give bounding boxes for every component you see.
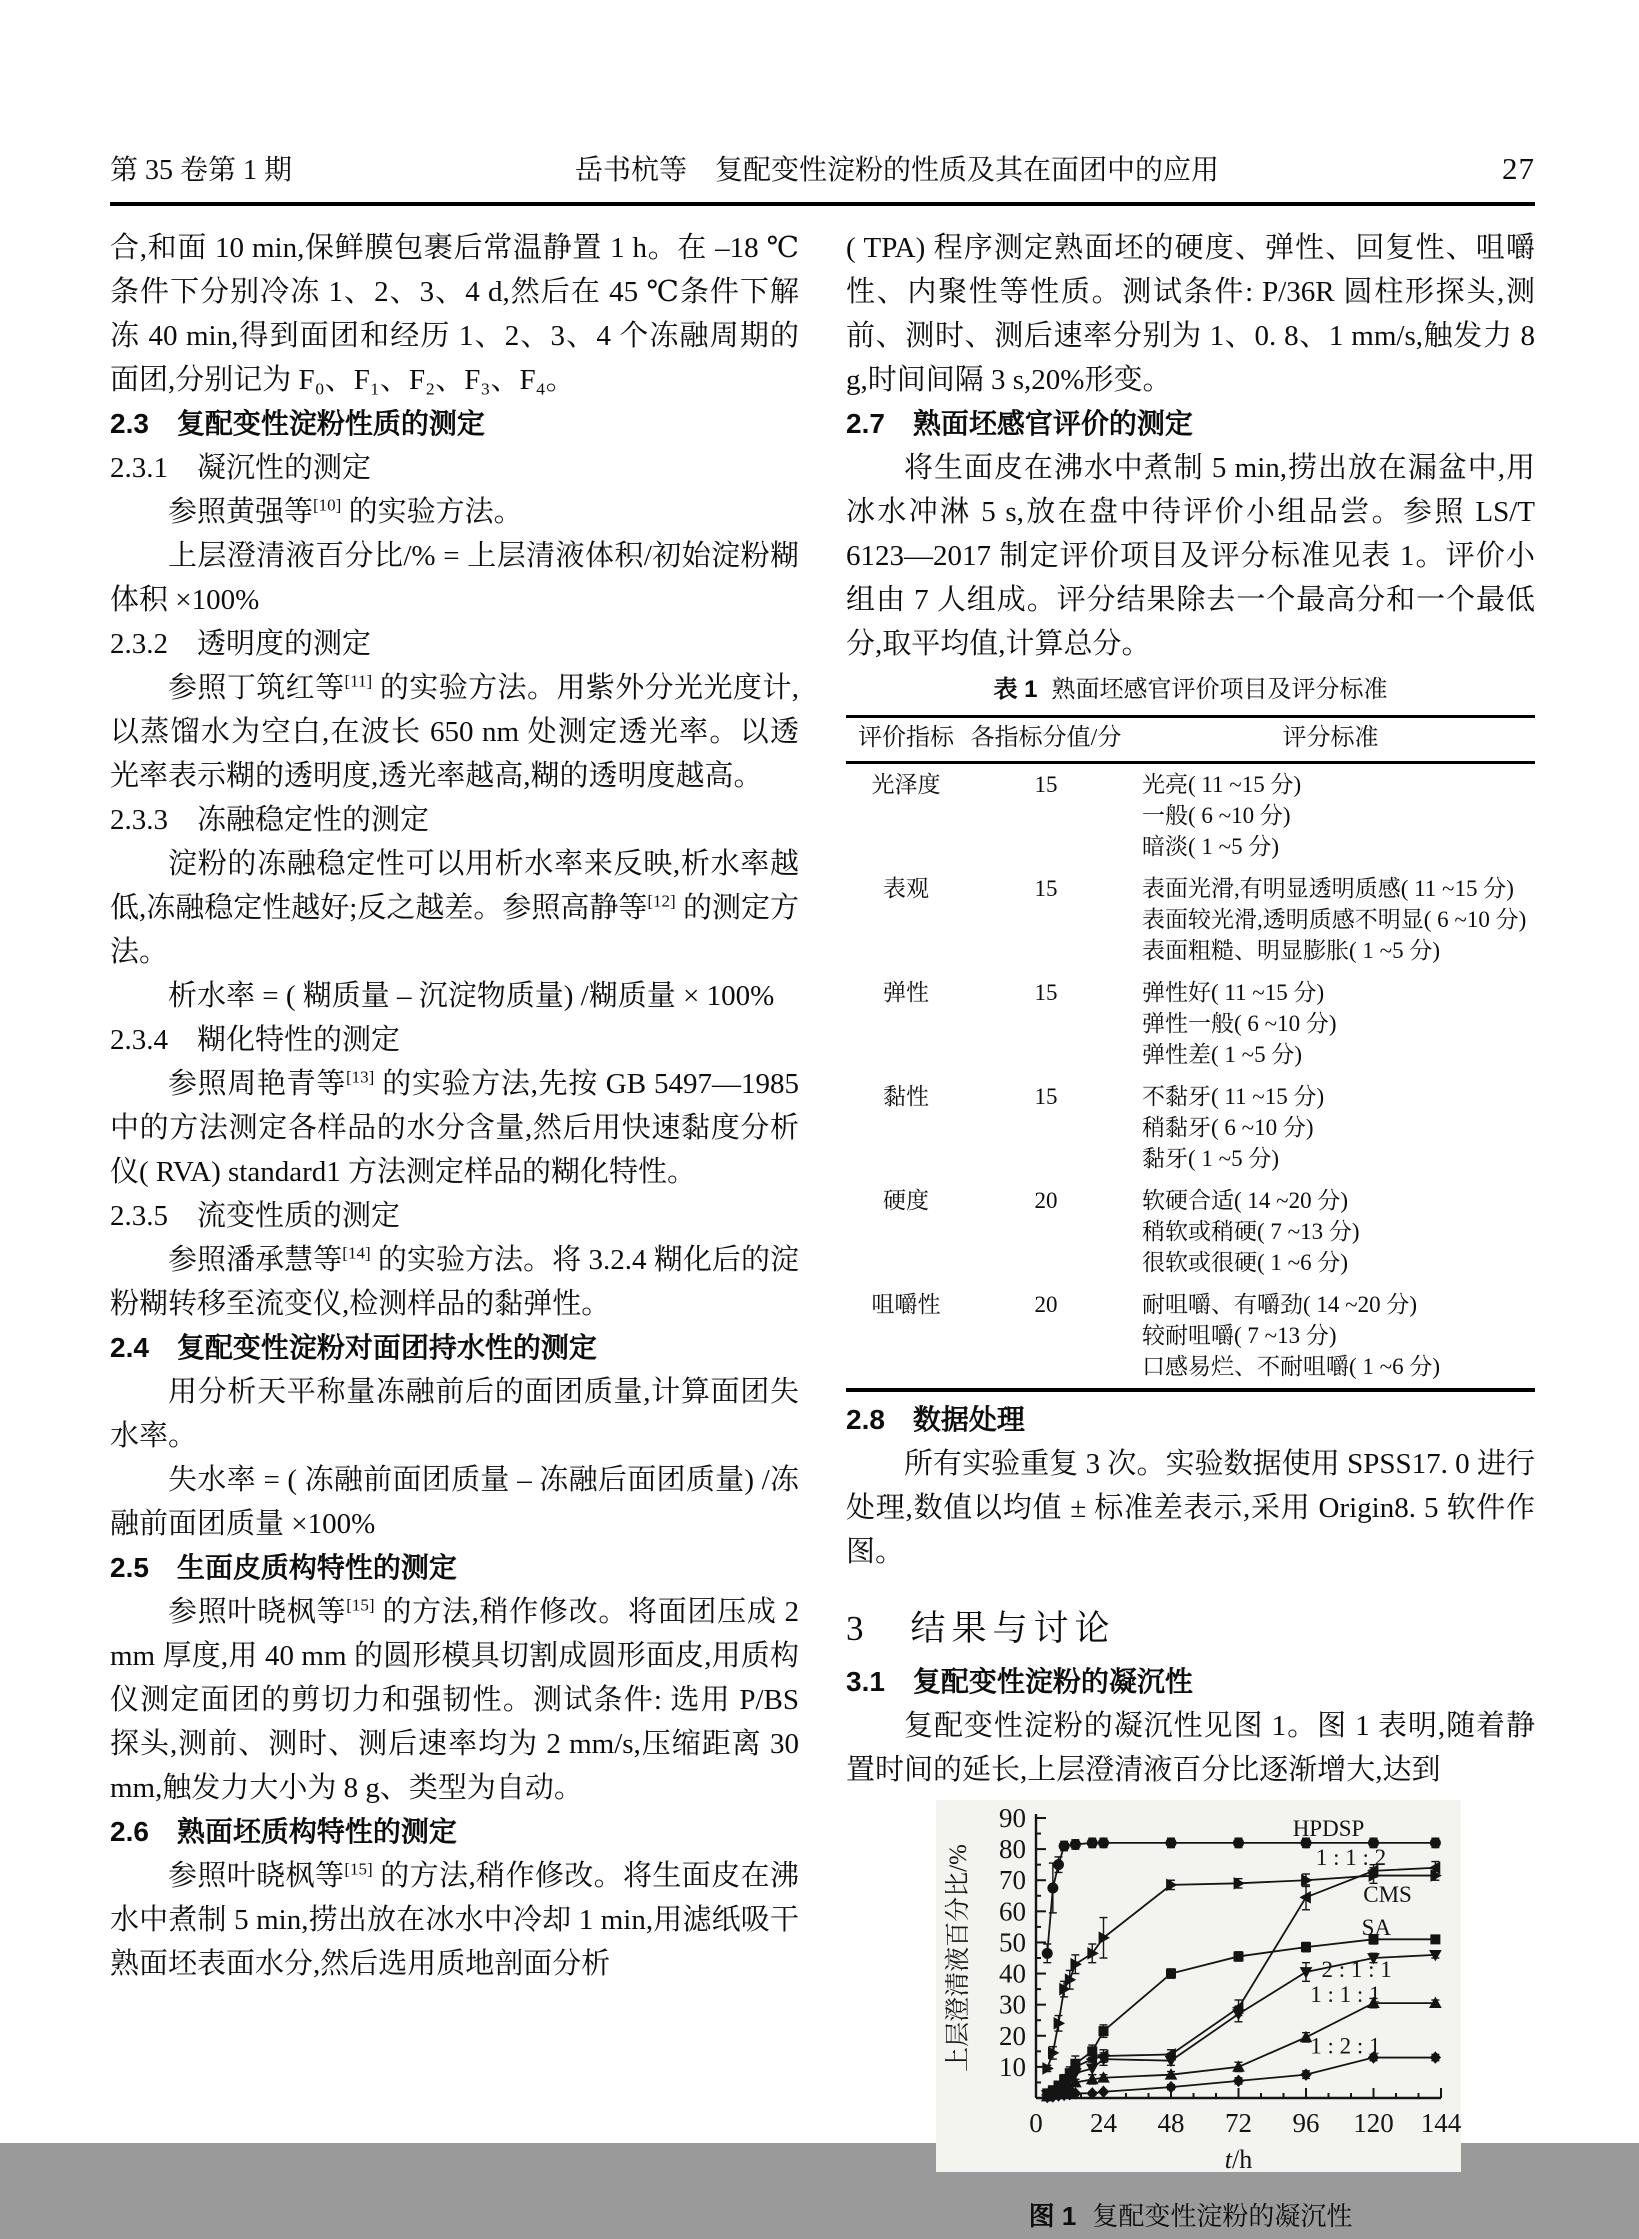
paragraph: 复配变性淀粉的凝沉性见图 1。图 1 表明,随着静置时间的延长,上层澄清液百分比逐渐增大,达到 <box>846 1710 1535 1786</box>
two-column-body <box>110 226 1535 2239</box>
table-row <box>846 972 1535 1076</box>
score-cell: 15 <box>1034 772 1058 797</box>
criteria-line: 光亮( 11 ~15 分) <box>1142 772 1302 797</box>
series-label: CMS <box>1363 1882 1412 1908</box>
table-row <box>846 763 1535 869</box>
criteria-line: 软硬合适( 14 ~20 分) <box>1142 1188 1349 1213</box>
data-point-marker <box>1088 2047 1097 2056</box>
paragraph: 参照潘承慧等[14] 的实验方法。将 3.2.4 糊化后的淀粉糊转移至流变仪,检测样品的黏弹性。 <box>110 1243 799 1320</box>
data-point-marker <box>1059 1841 1069 1851</box>
paragraph: 参照叶晓枫等[15] 的方法,稍作修改。将面团压成 2 mm 厚度,用 40 mm 的圆形模具切割成圆形面皮,用质构仪测定面团的剪切力和强韧性。测试条件: 选用 P/BS 探头,测前、测时、测后速率均为 2 mm/s,压缩距离 30 mm,触发力大小为 8 g、类型为自动。 <box>110 1595 799 1804</box>
paragraph: 用分析天平称量冻融前后的面团质量,计算面团失水率。 <box>110 1376 799 1452</box>
paragraph: 参照周艳青等[13] 的实验方法,先按 GB 5497—1985 中的方法测定各样品的水分含量,然后用快速黏度分析仪( RVA) standard1 方法测定样品的糊化特性。 <box>110 1067 799 1188</box>
figure-1 <box>846 1800 1535 2239</box>
criteria-cell <box>1126 868 1535 972</box>
paragraph: 参照黄强等[10] 的实验方法。 <box>168 495 523 528</box>
series-label: 1 : 2 : 1 <box>1310 2033 1381 2059</box>
subsubsection-heading: 2.3.2 透明度的测定 <box>110 628 372 660</box>
score-cell: 15 <box>1034 876 1058 901</box>
series-label: 1 : 1 : 1 <box>1310 1981 1381 2007</box>
x-tick-label: 0 <box>1029 2108 1043 2138</box>
criteria-line: 弹性差( 1 ~5 分) <box>1142 1042 1303 1067</box>
criteria-cell <box>1126 763 1535 869</box>
criteria-line: 口感易烂、不耐咀嚼( 1 ~6 分) <box>1142 1354 1441 1379</box>
citation-ref: [15] <box>346 1595 375 1615</box>
indicator-cell: 光泽度 <box>871 772 941 797</box>
subsubsection-heading: 2.3.4 糊化特性的测定 <box>110 1024 401 1056</box>
data-point-marker <box>1302 1943 1311 1952</box>
criteria-cell <box>1126 1076 1535 1180</box>
score-cell: 15 <box>1034 980 1058 1005</box>
criteria-line: 一般( 6 ~10 分) <box>1142 803 1291 828</box>
criteria-cell <box>1126 1284 1535 1390</box>
criteria-line: 不黏牙( 11 ~15 分) <box>1142 1084 1325 1109</box>
x-tick-label: 72 <box>1225 2108 1252 2138</box>
paragraph: 所有实验重复 3 次。实验数据使用 SPSS17. 0 进行处理,数值以均值 ± 标准差表示,采用 Origin8. 5 软件作图。 <box>846 1448 1535 1568</box>
criteria-cell <box>1126 1180 1535 1284</box>
x-tick-label: 48 <box>1157 2108 1185 2138</box>
data-point-marker <box>1099 1838 1109 1848</box>
x-axis-label: t/h <box>1224 2145 1253 2174</box>
citation-ref: [10] <box>313 495 342 515</box>
page-number: 27 <box>1502 151 1535 186</box>
criteria-line: 稍黏牙( 6 ~10 分) <box>1142 1115 1314 1140</box>
right-column <box>846 226 1535 2239</box>
table-row <box>846 868 1535 972</box>
indicator-cell: 黏性 <box>883 1084 929 1109</box>
criteria-line: 表面粗糙、明显膨胀( 1 ~5 分) <box>1142 938 1441 963</box>
criteria-line: 黏牙( 1 ~5 分) <box>1142 1146 1280 1171</box>
left-column <box>110 226 799 2239</box>
header-rule <box>110 202 1535 206</box>
column-header: 评价指标 <box>846 717 966 763</box>
y-axis-label: 上层澄清液百分比/% <box>945 1844 972 2072</box>
column-header: 各指标分值/分 <box>966 717 1126 763</box>
subsection-heading: 2.8 数据处理 <box>846 1404 1025 1435</box>
data-point-marker <box>1054 1860 1064 1870</box>
series-label: SA <box>1361 1914 1392 1940</box>
data-point-marker <box>1166 1838 1176 1848</box>
data-point-marker <box>1099 2027 1108 2036</box>
indicator-cell: 弹性 <box>883 980 929 1005</box>
score-cell: 20 <box>1034 1188 1058 1213</box>
data-point-marker <box>1430 1838 1440 1848</box>
x-tick-label: 120 <box>1353 2108 1394 2138</box>
table-row <box>846 1180 1535 1284</box>
criteria-line: 很软或很硬( 1 ~6 分) <box>1142 1250 1349 1275</box>
section-heading: 3 结果与讨论 <box>846 1609 1116 1648</box>
citation-ref: [13] <box>346 1067 375 1087</box>
paragraph: 上层澄清液百分比/% = 上层清液体积/初始淀粉糊体积 ×100% <box>110 540 799 616</box>
figure-number: 图 1 <box>1028 2201 1077 2231</box>
data-point-marker <box>1042 1948 1052 1958</box>
sensory-evaluation-table <box>846 674 1535 1392</box>
y-tick-label: 80 <box>999 1834 1026 1865</box>
subsection-heading: 2.4 复配变性淀粉对面团持水性的测定 <box>110 1332 597 1363</box>
criteria-line: 较耐咀嚼( 7 ~13 分) <box>1142 1323 1337 1348</box>
data-point-marker <box>1087 1838 1097 1848</box>
data-point-marker <box>1048 1883 1058 1893</box>
data-point-marker <box>1070 1839 1080 1849</box>
criteria-cell <box>1126 972 1535 1076</box>
citation-ref: [15] <box>344 1859 373 1879</box>
criteria-line: 稍软或稍硬( 7 ~13 分) <box>1142 1219 1360 1244</box>
subsubsection-heading: 2.3.5 流变性质的测定 <box>110 1200 401 1232</box>
paragraph: 参照丁筑红等[11] 的实验方法。用紫外分光光度计,以蒸馏水为空白,在波长 650 nm 处测定透光率。以透光率表示糊的透明度,透光率越高,糊的透明度越高。 <box>110 671 799 792</box>
column-header: 评分标准 <box>1126 717 1535 763</box>
x-tick-label: 96 <box>1292 2108 1320 2138</box>
sedimentation-chart <box>936 1800 1461 2172</box>
y-tick-label: 20 <box>999 2020 1026 2051</box>
series-label: HPDSP <box>1292 1815 1365 1841</box>
criteria-line: 耐咀嚼、有嚼劲( 14 ~20 分) <box>1142 1292 1418 1317</box>
y-tick-label: 60 <box>999 1896 1026 1927</box>
x-tick-label: 24 <box>1090 2108 1117 2138</box>
x-tick-label: 144 <box>1420 2108 1462 2138</box>
issue-info: 第 35 卷第 1 期 <box>110 155 293 186</box>
paragraph: 合,和面 10 min,保鲜膜包裹后常温静置 1 h。在 –18 ℃条件下分别冷冻 1、2、3、4 d,然后在 45 ℃条件下解冻 40 min,得到面团和经历 1、2、3、4 个冻融周期的面团,分别记为 F₀、F₁、F₂、F₃、F₄。 <box>110 232 799 396</box>
table-row <box>846 1284 1535 1390</box>
citation-ref: [14] <box>342 1243 371 1263</box>
data-point-marker <box>1166 2082 1176 2093</box>
indicator-cell: 表观 <box>883 876 929 901</box>
table-title: 表 1 熟面坯感官评价项目及评分标准 <box>993 676 1388 703</box>
subsection-heading: 2.7 熟面坯感官评价的测定 <box>846 408 1193 439</box>
y-tick-label: 40 <box>999 1958 1026 1989</box>
y-tick-label: 70 <box>999 1865 1026 1896</box>
score-cell: 15 <box>1034 1084 1058 1109</box>
figure-caption: 图 1 复配变性淀粉的凝沉性 <box>1028 2201 1353 2231</box>
paragraph: 淀粉的冻融稳定性可以用析水率来反映,析水率越低,冻融稳定性越好;反之越差。参照高静等[12] 的测定方法。 <box>110 848 799 968</box>
subsection-heading: 2.5 生面皮质构特性的测定 <box>110 1552 457 1583</box>
paragraph: 参照叶晓枫等[15] 的方法,稍作修改。将生面皮在沸水中煮制 5 min,捞出放在冰水中冷却 1 min,用滤纸吸干熟面坯表面水分,然后选用质地剖面分析 <box>110 1859 799 1980</box>
criteria-line: 暗淡( 1 ~5 分) <box>1142 834 1280 859</box>
subsection-heading: 2.3 复配变性淀粉性质的测定 <box>110 408 485 439</box>
subsection-heading: 2.6 熟面坯质构特性的测定 <box>110 1816 457 1847</box>
data-point-marker <box>1234 1838 1244 1848</box>
criteria-line: 弹性好( 11 ~15 分) <box>1142 980 1325 1005</box>
indicator-cell: 硬度 <box>883 1188 929 1213</box>
subsubsection-heading: 2.3.1 凝沉性的测定 <box>110 452 372 484</box>
paragraph: 将生面皮在沸水中煮制 5 min,捞出放在漏盆中,用冰水冲淋 5 s,放在盘中待评价小组品尝。参照 LS/T 6123—2017 制定评价项目及评分标准见表 1。评价小组由 7 人组成。评分结果除去一个最高分和一个最低分,取平均值,计算总分。 <box>846 452 1535 660</box>
citation-ref: [11] <box>344 671 373 691</box>
data-point-marker <box>1430 2052 1440 2063</box>
y-tick-label: 30 <box>999 1989 1026 2020</box>
series-label: 2 : 1 : 1 <box>1321 1956 1392 1982</box>
paragraph: 失水率 = ( 冻融前面团质量 – 冻融后面团质量) /冻融前面团质量 ×100% <box>110 1464 799 1540</box>
table <box>846 715 1535 1392</box>
running-title: 岳书杭等 复配变性淀粉的性质及其在面团中的应用 <box>575 155 1220 186</box>
data-point-marker <box>1233 2010 1244 2020</box>
indicator-cell: 咀嚼性 <box>871 1292 941 1317</box>
table-number: 表 1 <box>993 676 1038 703</box>
criteria-line: 弹性一般( 6 ~10 分) <box>1142 1011 1337 1036</box>
data-point-marker <box>1099 2086 1109 2097</box>
data-point-marker <box>1167 1969 1176 1978</box>
series-label: 1 : 1 : 2 <box>1315 1844 1387 1870</box>
citation-ref: [12] <box>647 891 676 911</box>
data-point-marker <box>1301 1968 1312 1978</box>
subsection-heading: 3.1 复配变性淀粉的凝沉性 <box>846 1666 1193 1697</box>
paragraph: ( TPA) 程序测定熟面坯的硬度、弹性、回复性、咀嚼性、内聚性等性质。测试条件: P/36R 圆柱形探头,测前、测时、测后速率分别为 1、0. 8、1 mm/s,触发力 8 g,时间间隔 3 s,20%形变。 <box>846 232 1535 396</box>
data-point-marker <box>1431 1935 1440 1944</box>
criteria-line: 表面较光滑,透明质感不明显( 6 ~10 分) <box>1142 907 1527 932</box>
y-tick-label: 90 <box>999 1803 1026 1833</box>
y-tick-label: 10 <box>999 2051 1026 2082</box>
y-tick-label: 50 <box>999 1927 1026 1958</box>
page-header <box>110 0 1535 188</box>
data-point-marker <box>1234 1952 1243 1961</box>
score-cell: 20 <box>1034 1292 1058 1317</box>
data-point-marker <box>1234 2075 1244 2086</box>
criteria-line: 表面光滑,有明显透明质感( 11 ~15 分) <box>1142 876 1514 901</box>
paragraph: 析水率 = ( 糊质量 – 沉淀物质量) /糊质量 × 100% <box>168 980 775 1012</box>
subsubsection-heading: 2.3.3 冻融稳定性的测定 <box>110 804 430 836</box>
table-row <box>846 1076 1535 1180</box>
